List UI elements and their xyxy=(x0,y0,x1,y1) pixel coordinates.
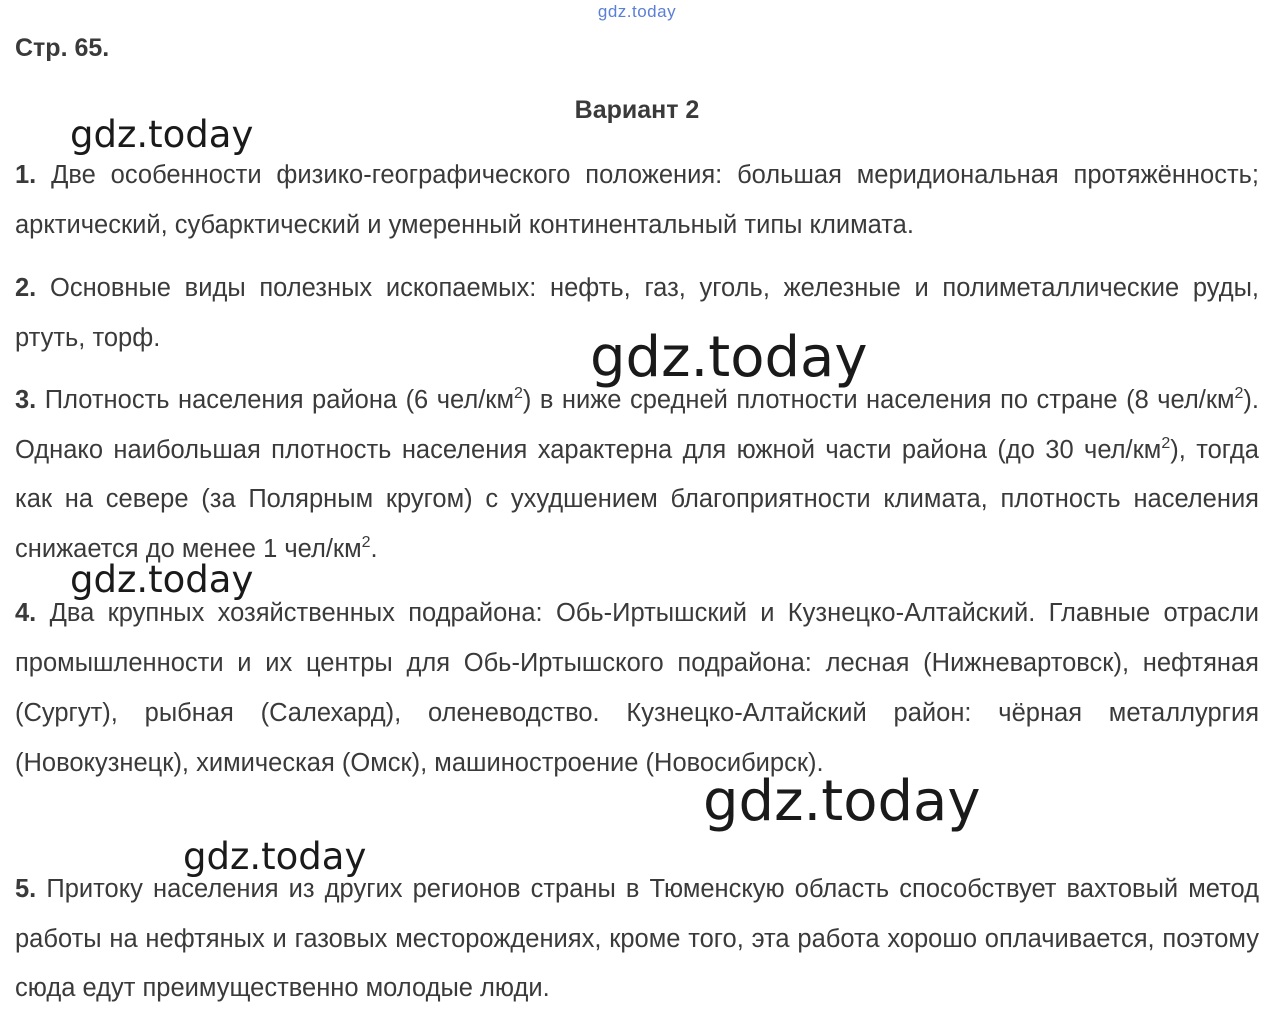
answer-text-part: ). Однако наибольшая плотность населения характерна для южной части района (до 30 чел/км xyxy=(15,386,1259,464)
superscript: 2 xyxy=(1161,434,1171,452)
variant-title: Вариант 2 xyxy=(574,96,700,124)
answer-text: Основные виды полезных ископаемых: нефть, газ, уголь, железные и полиметаллические руды, ртуть, торф. xyxy=(15,274,1259,352)
answer-text-part: ), тогда как на севере (за Полярным кругом) с ухудшением благоприятности климата, плотность населения снижается до менее 1 чел/км xyxy=(15,435,1259,563)
answer-text-part: Плотность населения района (6 чел/км xyxy=(44,386,514,414)
answer-text: Притоку населения из других регионов страны в Тюменскую область способствует вахтовый метод работы на нефтяных и газовых месторождениях, кроме того, эта работа хорошо оплачивается, поэтому сюда едут преимущественно молодые люди. xyxy=(15,875,1260,1002)
page-label: Стр. 65. xyxy=(15,34,110,62)
answer-number: 5. xyxy=(15,875,37,903)
answer-number: 3. xyxy=(15,386,37,414)
answer-3 xyxy=(15,376,1259,574)
watermark: gdz.today xyxy=(70,113,254,156)
answer-4 xyxy=(15,588,1259,788)
watermark: gdz.today xyxy=(703,769,981,834)
answer-5 xyxy=(15,865,1259,1014)
watermark: gdz.today xyxy=(590,325,868,390)
superscript: 2 xyxy=(514,385,523,402)
watermark: gdz.today xyxy=(183,835,367,878)
answer-number: 1. xyxy=(15,161,37,189)
answer-number: 4. xyxy=(15,599,37,627)
superscript: 2 xyxy=(361,533,371,551)
answer-text: Два крупных хозяйственных подрайона: Обь-Иртышский и Кузнецко-Алтайский. Главные отрасли промышленности и их центры для Обь-Иртышского подрайона: лесная (Нижневартовск), нефтяная (Сургут), рыбная (Салехард), оленеводство. Кузнецко-Алтайский район: чёрная металлургия (Новокузнецк), химическая (Омск), машиностроение (Новосибирск). xyxy=(15,599,1259,777)
answer-number: 2. xyxy=(15,274,37,302)
top-watermark: gdz.today xyxy=(597,2,677,21)
answer-1 xyxy=(15,151,1259,250)
superscript: 2 xyxy=(1234,385,1244,402)
answer-text-part: ) в ниже средней плотности населения по стране (8 чел/км xyxy=(522,386,1235,414)
answer-text: Две особенности физико-географического положения: большая меридиональная протяжённость; арктический, субарктический и умеренный континентальный типы климата. xyxy=(15,161,1259,239)
watermark: gdz.today xyxy=(70,558,254,601)
answer-text-part: . xyxy=(370,534,378,563)
